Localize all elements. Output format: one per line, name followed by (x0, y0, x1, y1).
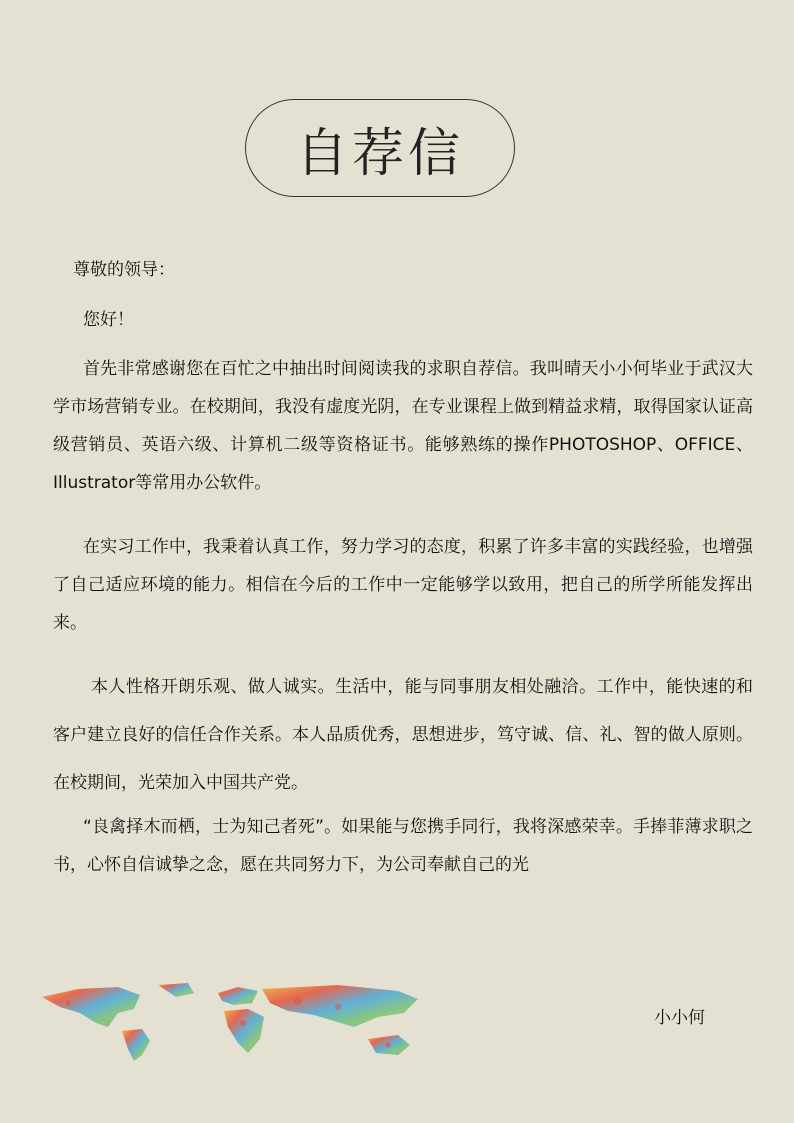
closing-paragraph-clip (0, 808, 794, 908)
greeting: 尊敬的领导： (73, 260, 175, 280)
signature: 小小何 (654, 1008, 705, 1028)
paragraph-personality: 本人性格开朗乐观、做人诚实。生活中，能与同事朋友相处融洽。工作中，能快速的和客户建立良好的信任合作关系。本人品质优秀，思想进步，笃守诚、信、礼、智的做人原则。在校期间，光荣加入中国共产党。 (53, 677, 753, 793)
hello-line: 您好！ (83, 310, 134, 330)
title-badge (245, 99, 515, 197)
world-map-icon (38, 983, 448, 1063)
paragraph-internship: 在实习工作中，我秉着认真工作，努力学习的态度，积累了许多丰富的实践经验，也增强了自己适应环境的能力。相信在今后的工作中一定能够学以致用，把自己的所学所能发挥出来。 (53, 537, 753, 633)
letter-title: 自荐信 (295, 123, 464, 184)
paragraph-closing: “良禽择木而栖，士为知己者死”。如果能与您携手同行，我将深感荣幸。手捧菲薄求职之书，心怀自信诚挚之念，愿在共同努力下，为公司奉献自己的光 (53, 817, 753, 875)
paragraph-intro: 首先非常感谢您在百忙之中抽出时间阅读我的求职自荐信。我叫晴天小小何毕业于武汉大学市场营销专业。在校期间，我没有虚度光阴，在专业课程上做到精益求精，取得国家认证高级营销员、英语六级、计算机二级等资格证书。能够熟练的操作PHOTOSHOP、OFFICE、Illustrator等常用办公软件。 (53, 359, 753, 493)
